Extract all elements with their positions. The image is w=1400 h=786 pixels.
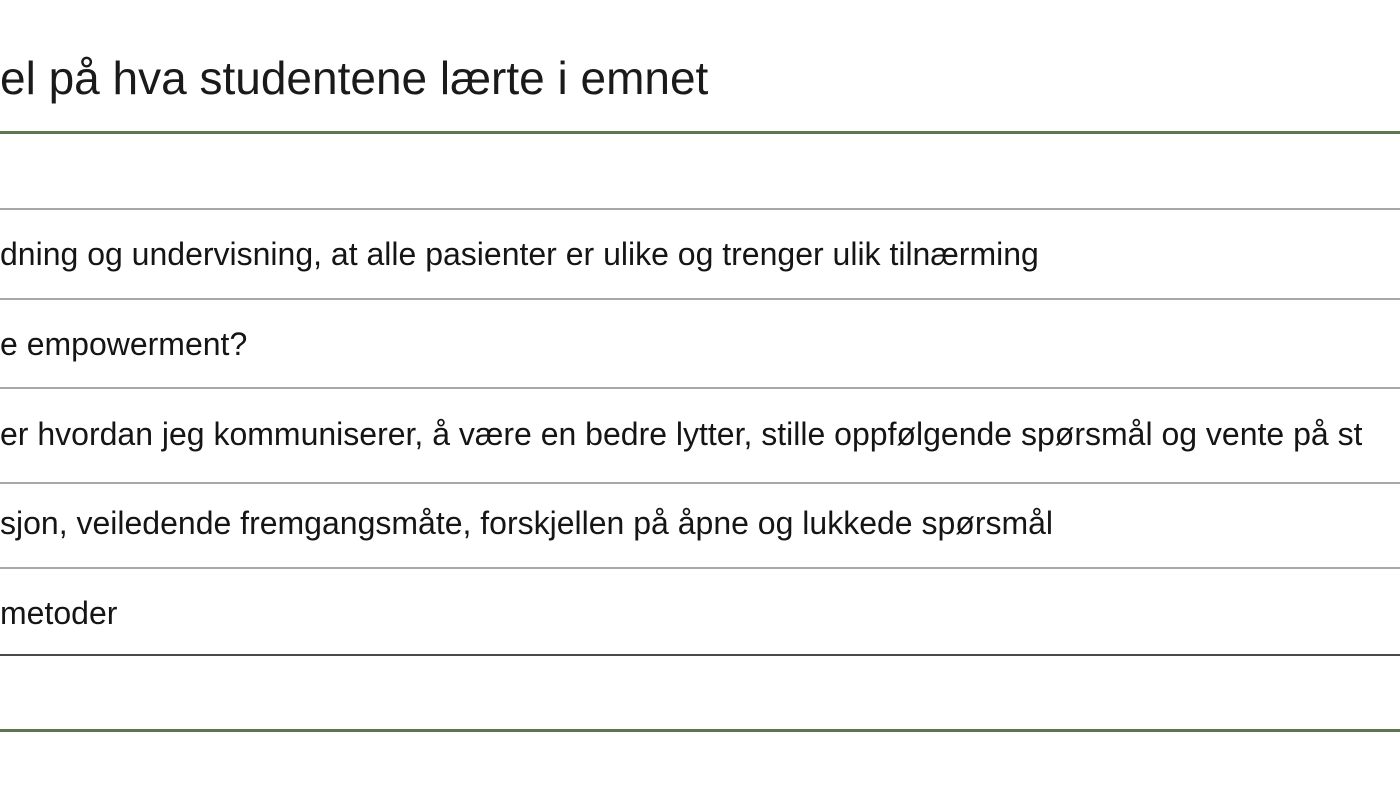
table-row-text: er hvordan jeg kommuniserer, å være en bedre lytter, stille oppfølgende spørsmål og vente på st: [0, 416, 1363, 452]
slide-title: el på hva studentene lærte i emnet: [0, 52, 709, 104]
table-top-rule: [0, 131, 1400, 134]
table-row-text: sjon, veiledende fremgangsmåte, forskjellen på åpne og lukkede spørsmål: [0, 505, 1054, 541]
table-bottom-rule: [0, 729, 1400, 732]
row-divider: [0, 387, 1400, 389]
row-divider: [0, 298, 1400, 300]
row-divider: [0, 482, 1400, 484]
row-divider: [0, 654, 1400, 656]
table-row-text: dning og undervisning, at alle pasienter er ulike og trenger ulik tilnærming: [0, 236, 1039, 272]
row-divider: [0, 208, 1400, 210]
row-divider: [0, 567, 1400, 569]
table-row-text: metoder: [0, 595, 118, 631]
table-row-text: e empowerment?: [0, 326, 248, 362]
